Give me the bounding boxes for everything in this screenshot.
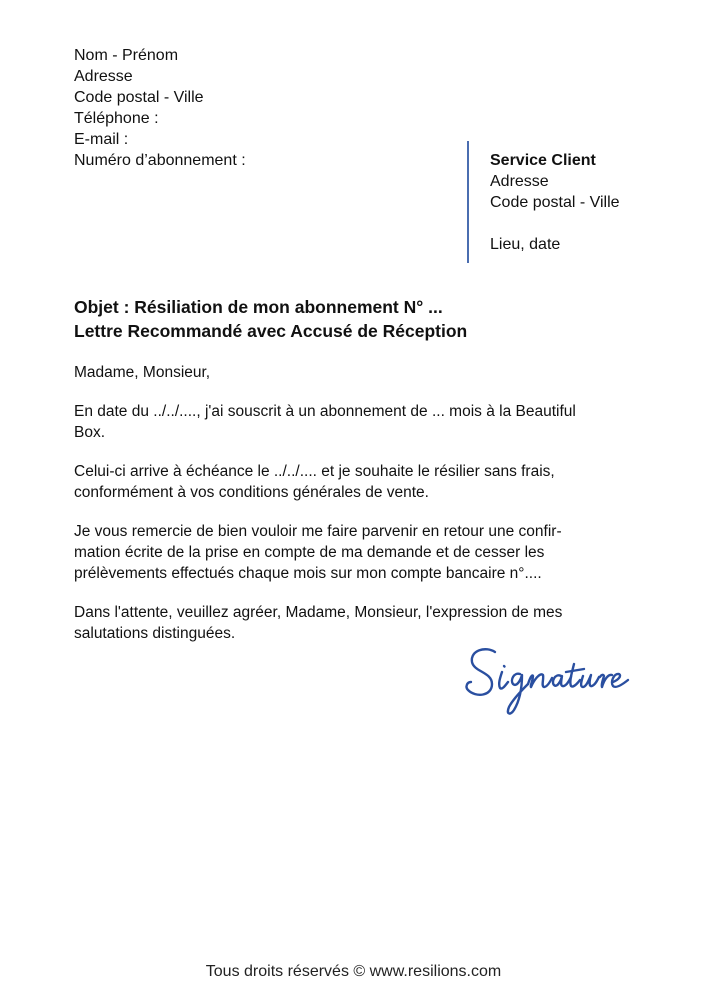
paragraph-line: En date du ../../...., j'ai souscrit à un abonnement de ... mois à la Beautiful (74, 403, 576, 420)
paragraph-line: Celui-ci arrive à échéance le ../../.... et je souhaite le résilier sans frais, (74, 463, 555, 480)
vertical-divider (467, 141, 469, 263)
signature-image (462, 642, 637, 722)
paragraph-line: salutations distinguées. (74, 625, 236, 642)
paragraph-line: Dans l'attente, veuillez agréer, Madame, Monsieur, l'expression de mes (74, 604, 563, 621)
sender-address: Adresse (74, 68, 133, 85)
salutation: Madame, Monsieur, (74, 364, 211, 381)
paragraph-line: conformément à vos conditions générales de vente. (74, 484, 429, 501)
recipient-city: Code postal - Ville (490, 194, 620, 211)
sender-block (74, 45, 246, 171)
closing-formula (74, 602, 640, 644)
sender-name: Nom - Prénom (74, 47, 179, 64)
recipient-address: Adresse (490, 173, 549, 190)
place-date: Lieu, date (490, 236, 561, 253)
paragraph-confirmation-request (74, 521, 640, 584)
paragraph-line: mation écrite de la prise en compte de ma demande et de cesser les (74, 544, 545, 561)
sender-email: E-mail : (74, 131, 129, 148)
recipient-block (490, 150, 620, 255)
registered-letter-line: Lettre Recommandé avec Accusé de Réception (74, 321, 468, 341)
subject-line: Objet : Résiliation de mon abonnement N° ... (74, 297, 443, 317)
paragraph-subscription-date (74, 401, 640, 443)
sender-phone: Téléphone : (74, 110, 159, 127)
paragraph-line: Box. (74, 424, 106, 441)
sender-city: Code postal - Ville (74, 89, 204, 106)
subject-block (74, 295, 467, 343)
paragraph-line: Je vous remercie de bien vouloir me faire parvenir en retour une confir- (74, 523, 562, 540)
letter-body (74, 362, 640, 662)
footer-copyright: Tous droits réservés © www.resilions.com (205, 963, 502, 980)
paragraph-line: prélèvements effectués chaque mois sur mon compte bancaire n°.... (74, 565, 542, 582)
paragraph-expiry (74, 461, 640, 503)
sender-subscription-number: Numéro d’abonnement : (74, 152, 246, 169)
recipient-name: Service Client (490, 152, 596, 169)
recipient-spacer (490, 213, 620, 234)
